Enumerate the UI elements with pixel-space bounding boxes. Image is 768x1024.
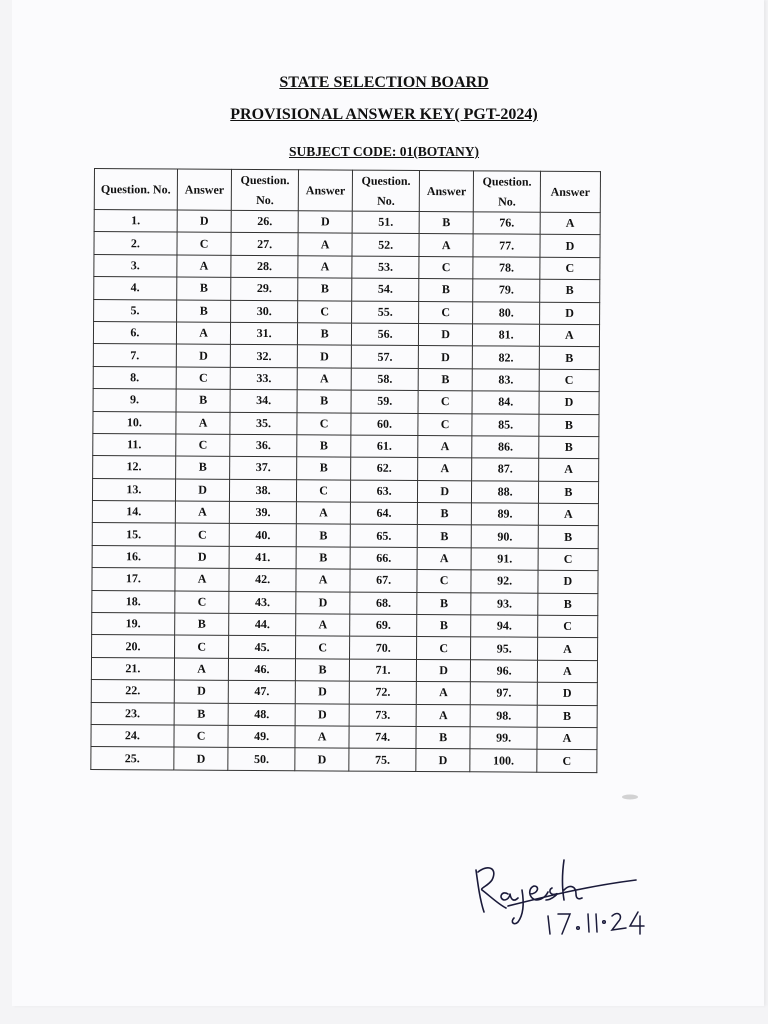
question-number-cell: 46. <box>229 658 296 681</box>
question-number-cell: 61. <box>351 435 418 458</box>
question-number-cell: 38. <box>230 479 297 502</box>
question-number-cell: 59. <box>351 390 418 413</box>
question-number-cell: 18. <box>92 590 175 613</box>
table-row <box>93 433 599 458</box>
answer-cell: A <box>537 638 597 661</box>
table-row <box>93 321 599 346</box>
question-number-cell: 41. <box>229 546 296 569</box>
answer-cell: A <box>417 547 472 570</box>
table-row <box>92 568 598 593</box>
question-number-cell: 73. <box>350 704 417 727</box>
table-row <box>94 232 600 257</box>
question-number-cell: 86. <box>472 436 539 459</box>
scan-speck <box>620 792 644 802</box>
question-number-cell: 28. <box>231 255 298 278</box>
question-number-cell: 92. <box>471 570 538 593</box>
table-row <box>94 210 600 235</box>
question-number-cell: 31. <box>231 322 298 345</box>
column-header: Question. No. <box>232 169 299 210</box>
question-number-cell: 47. <box>229 681 296 704</box>
table-row <box>91 657 597 682</box>
question-number-cell: 68. <box>350 592 417 615</box>
question-number-cell: 29. <box>231 278 298 301</box>
answer-cell: D <box>177 210 232 233</box>
answer-cell: A <box>177 255 232 278</box>
answer-cell: C <box>418 301 473 324</box>
answer-cell: B <box>417 525 472 548</box>
question-number-cell: 76. <box>474 212 541 235</box>
question-number-cell: 9. <box>93 389 176 412</box>
question-number-cell: 27. <box>231 233 298 256</box>
answer-cell: D <box>538 570 598 593</box>
answer-key-title: PROVISIONAL ANSWER KEY( PGT-2024) <box>230 106 538 123</box>
answer-cell: B <box>418 368 473 391</box>
question-number-cell: 71. <box>350 659 417 682</box>
answer-cell: D <box>539 302 599 325</box>
question-number-cell: 4. <box>94 277 177 300</box>
answer-cell: B <box>177 277 232 300</box>
question-number-cell: 37. <box>230 457 297 480</box>
answer-cell: B <box>416 726 471 749</box>
question-number-cell: 96. <box>471 660 538 683</box>
answer-cell: D <box>416 749 471 772</box>
question-number-cell: 72. <box>350 681 417 704</box>
answer-cell: A <box>416 704 471 727</box>
answer-cell: A <box>176 412 231 435</box>
answer-cell: C <box>175 591 230 614</box>
question-number-cell: 69. <box>350 614 417 637</box>
question-number-cell: 42. <box>229 569 296 592</box>
answer-cell: C <box>419 256 474 279</box>
question-number-cell: 84. <box>472 391 539 414</box>
answer-cell: B <box>537 705 597 728</box>
table-row <box>91 724 597 749</box>
answer-cell: D <box>417 480 472 503</box>
question-number-cell: 82. <box>473 346 540 369</box>
question-number-cell: 100. <box>470 749 537 772</box>
table-row <box>93 366 599 391</box>
question-number-cell: 93. <box>471 592 538 615</box>
answer-cell: D <box>418 346 473 369</box>
answer-cell: B <box>539 436 599 459</box>
column-header: Answer <box>419 170 474 211</box>
question-number-cell: 89. <box>472 503 539 526</box>
answer-cell: C <box>176 434 231 457</box>
answer-cell: D <box>174 680 229 703</box>
table-row <box>94 254 600 279</box>
question-number-cell: 50. <box>228 748 295 771</box>
question-number-cell: 16. <box>92 545 175 568</box>
question-number-cell: 70. <box>350 636 417 659</box>
question-number-cell: 48. <box>229 703 296 726</box>
answer-cell: B <box>539 347 599 370</box>
answer-cell: A <box>539 324 599 347</box>
question-number-cell: 81. <box>473 324 540 347</box>
question-number-cell: 24. <box>91 724 174 747</box>
question-number-cell: 62. <box>351 457 418 480</box>
question-number-cell: 51. <box>353 211 420 234</box>
question-number-cell: 52. <box>352 233 419 256</box>
question-number-cell: 36. <box>230 434 297 457</box>
answer-cell: D <box>540 235 600 258</box>
question-number-cell: 43. <box>229 591 296 614</box>
table-body <box>91 210 600 773</box>
answer-cell: A <box>298 256 353 279</box>
question-number-cell: 67. <box>350 569 417 592</box>
answer-cell: B <box>417 503 472 526</box>
answer-cell: A <box>537 727 597 750</box>
answer-cell: B <box>417 592 472 615</box>
question-number-cell: 32. <box>231 345 298 368</box>
table-header-row <box>94 169 600 213</box>
column-header: Question. No. <box>94 169 177 211</box>
table-row <box>94 277 600 302</box>
answer-cell: D <box>174 747 229 770</box>
answer-cell: D <box>295 703 350 726</box>
answer-cell: B <box>416 615 471 638</box>
question-number-cell: 57. <box>352 345 419 368</box>
answer-cell: D <box>416 659 471 682</box>
answer-cell: C <box>174 635 229 658</box>
question-number-cell: 20. <box>92 635 175 658</box>
answer-cell: B <box>539 414 599 437</box>
answer-cell: B <box>296 547 351 570</box>
question-number-cell: 90. <box>472 525 539 548</box>
answer-cell: C <box>295 636 350 659</box>
question-number-cell: 45. <box>229 636 296 659</box>
column-header: Answer <box>298 170 353 211</box>
question-number-cell: 44. <box>229 613 296 636</box>
table-row <box>91 747 597 772</box>
answer-key-table <box>90 168 601 773</box>
answer-cell: C <box>417 570 472 593</box>
question-number-cell: 35. <box>230 412 297 435</box>
table-row <box>94 299 600 324</box>
question-number-cell: 95. <box>471 637 538 660</box>
answer-cell: A <box>175 568 230 591</box>
question-number-cell: 88. <box>472 481 539 504</box>
answer-cell: B <box>297 390 352 413</box>
answer-cell: C <box>416 637 471 660</box>
answer-cell: A <box>296 502 351 525</box>
answer-cell: A <box>296 569 351 592</box>
answer-cell: B <box>296 524 351 547</box>
question-number-cell: 64. <box>351 502 418 525</box>
table-row <box>92 523 598 548</box>
answer-cell: A <box>417 458 472 481</box>
board-title: STATE SELECTION BOARD <box>279 74 489 91</box>
answer-cell: C <box>297 412 352 435</box>
answer-cell: B <box>298 278 353 301</box>
answer-cell: A <box>419 234 474 257</box>
answer-cell: C <box>537 615 597 638</box>
answer-cell: B <box>419 279 474 302</box>
column-header: Answer <box>540 171 600 212</box>
question-number-cell: 21. <box>91 657 174 680</box>
question-number-cell: 2. <box>94 232 177 255</box>
answer-cell: D <box>539 391 599 414</box>
answer-cell: D <box>175 546 230 569</box>
question-number-cell: 3. <box>94 254 177 277</box>
answer-cell: A <box>176 322 231 345</box>
question-number-cell: 66. <box>350 547 417 570</box>
answer-cell: A <box>295 726 350 749</box>
signature <box>468 850 648 940</box>
question-number-cell: 33. <box>231 367 298 390</box>
question-number-cell: 65. <box>351 525 418 548</box>
answer-cell: A <box>538 459 598 482</box>
question-number-cell: 60. <box>351 413 418 436</box>
question-number-cell: 74. <box>349 726 416 749</box>
question-number-cell: 99. <box>470 727 537 750</box>
table-row <box>93 456 599 481</box>
question-number-cell: 40. <box>230 524 297 547</box>
answer-cell: C <box>418 391 473 414</box>
answer-cell: D <box>296 591 351 614</box>
question-number-cell: 23. <box>91 702 174 725</box>
question-number-cell: 97. <box>471 682 538 705</box>
column-header: Question. No. <box>353 170 420 211</box>
answer-cell: C <box>540 257 600 280</box>
answer-cell: A <box>175 501 230 524</box>
question-number-cell: 58. <box>352 368 419 391</box>
table-row <box>93 411 599 436</box>
answer-cell: B <box>174 613 229 636</box>
question-number-cell: 34. <box>230 389 297 412</box>
column-header: Answer <box>177 169 232 210</box>
answer-cell: B <box>176 300 231 323</box>
question-number-cell: 6. <box>93 321 176 344</box>
table-row <box>93 344 599 369</box>
answer-cell: C <box>175 523 230 546</box>
question-number-cell: 85. <box>472 413 539 436</box>
answer-cell: D <box>175 479 230 502</box>
answer-cell: C <box>537 750 597 773</box>
question-number-cell: 75. <box>349 748 416 771</box>
question-number-cell: 25. <box>91 747 174 770</box>
answer-cell: C <box>418 413 473 436</box>
table-row <box>92 635 598 660</box>
table-row <box>92 545 598 570</box>
question-number-cell: 12. <box>93 456 176 479</box>
answer-cell: B <box>540 279 600 302</box>
answer-cell: B <box>538 593 598 616</box>
answer-cell: B <box>296 457 351 480</box>
question-number-cell: 91. <box>472 548 539 571</box>
question-number-cell: 54. <box>352 278 419 301</box>
answer-cell: A <box>418 435 473 458</box>
answer-cell: A <box>297 367 352 390</box>
question-number-cell: 15. <box>92 523 175 546</box>
answer-cell: C <box>174 725 229 748</box>
answer-cell: B <box>538 481 598 504</box>
answer-cell: A <box>538 503 598 526</box>
table-row <box>92 590 598 615</box>
answer-cell: B <box>419 211 474 234</box>
question-number-cell: 39. <box>230 501 297 524</box>
answer-cell: B <box>538 526 598 549</box>
column-header: Question. No. <box>474 171 541 212</box>
answer-cell: A <box>537 660 597 683</box>
answer-cell: B <box>174 703 229 726</box>
answer-cell: D <box>418 323 473 346</box>
answer-cell: C <box>296 479 351 502</box>
question-number-cell: 56. <box>352 323 419 346</box>
question-number-cell: 55. <box>352 301 419 324</box>
answer-cell: A <box>174 658 229 681</box>
question-number-cell: 5. <box>94 299 177 322</box>
question-number-cell: 98. <box>471 704 538 727</box>
answer-cell: D <box>295 681 350 704</box>
question-number-cell: 13. <box>92 478 175 501</box>
answer-cell: C <box>177 232 232 255</box>
answer-cell: A <box>540 212 600 235</box>
question-number-cell: 22. <box>91 680 174 703</box>
answer-cell: D <box>537 682 597 705</box>
table-row <box>92 478 598 503</box>
question-number-cell: 53. <box>352 256 419 279</box>
question-number-cell: 10. <box>93 411 176 434</box>
question-number-cell: 94. <box>471 615 538 638</box>
answer-cell: C <box>176 367 231 390</box>
answer-cell: B <box>297 435 352 458</box>
answer-cell: B <box>175 456 230 479</box>
answer-cell: C <box>538 548 598 571</box>
question-number-cell: 17. <box>92 568 175 591</box>
answer-cell: B <box>295 659 350 682</box>
table-row <box>91 702 597 727</box>
answer-cell: D <box>176 344 231 367</box>
question-number-cell: 87. <box>472 458 539 481</box>
question-number-cell: 78. <box>473 257 540 280</box>
answer-cell: B <box>297 323 352 346</box>
table-row <box>92 613 598 638</box>
answer-cell: C <box>539 369 599 392</box>
answer-cell: D <box>295 748 350 771</box>
question-number-cell: 11. <box>93 433 176 456</box>
question-number-cell: 14. <box>92 501 175 524</box>
answer-cell: D <box>298 211 353 234</box>
table-row <box>93 389 599 414</box>
question-number-cell: 19. <box>92 613 175 636</box>
table-row <box>91 680 597 705</box>
answer-cell: A <box>298 233 353 256</box>
question-number-cell: 26. <box>232 210 299 233</box>
answer-cell: B <box>176 389 231 412</box>
answer-cell: D <box>297 345 352 368</box>
table-row <box>92 501 598 526</box>
question-number-cell: 30. <box>231 300 298 323</box>
question-number-cell: 7. <box>93 344 176 367</box>
question-number-cell: 8. <box>93 366 176 389</box>
question-number-cell: 63. <box>351 480 418 503</box>
question-number-cell: 1. <box>94 210 177 233</box>
answer-cell: A <box>295 614 350 637</box>
question-number-cell: 77. <box>473 234 540 257</box>
answer-cell: C <box>297 300 352 323</box>
subject-code: SUBJECT CODE: 01(BOTANY) <box>288 144 480 159</box>
question-number-cell: 79. <box>473 279 540 302</box>
question-number-cell: 83. <box>473 369 540 392</box>
answer-cell: A <box>416 682 471 705</box>
question-number-cell: 80. <box>473 301 540 324</box>
question-number-cell: 49. <box>228 725 295 748</box>
